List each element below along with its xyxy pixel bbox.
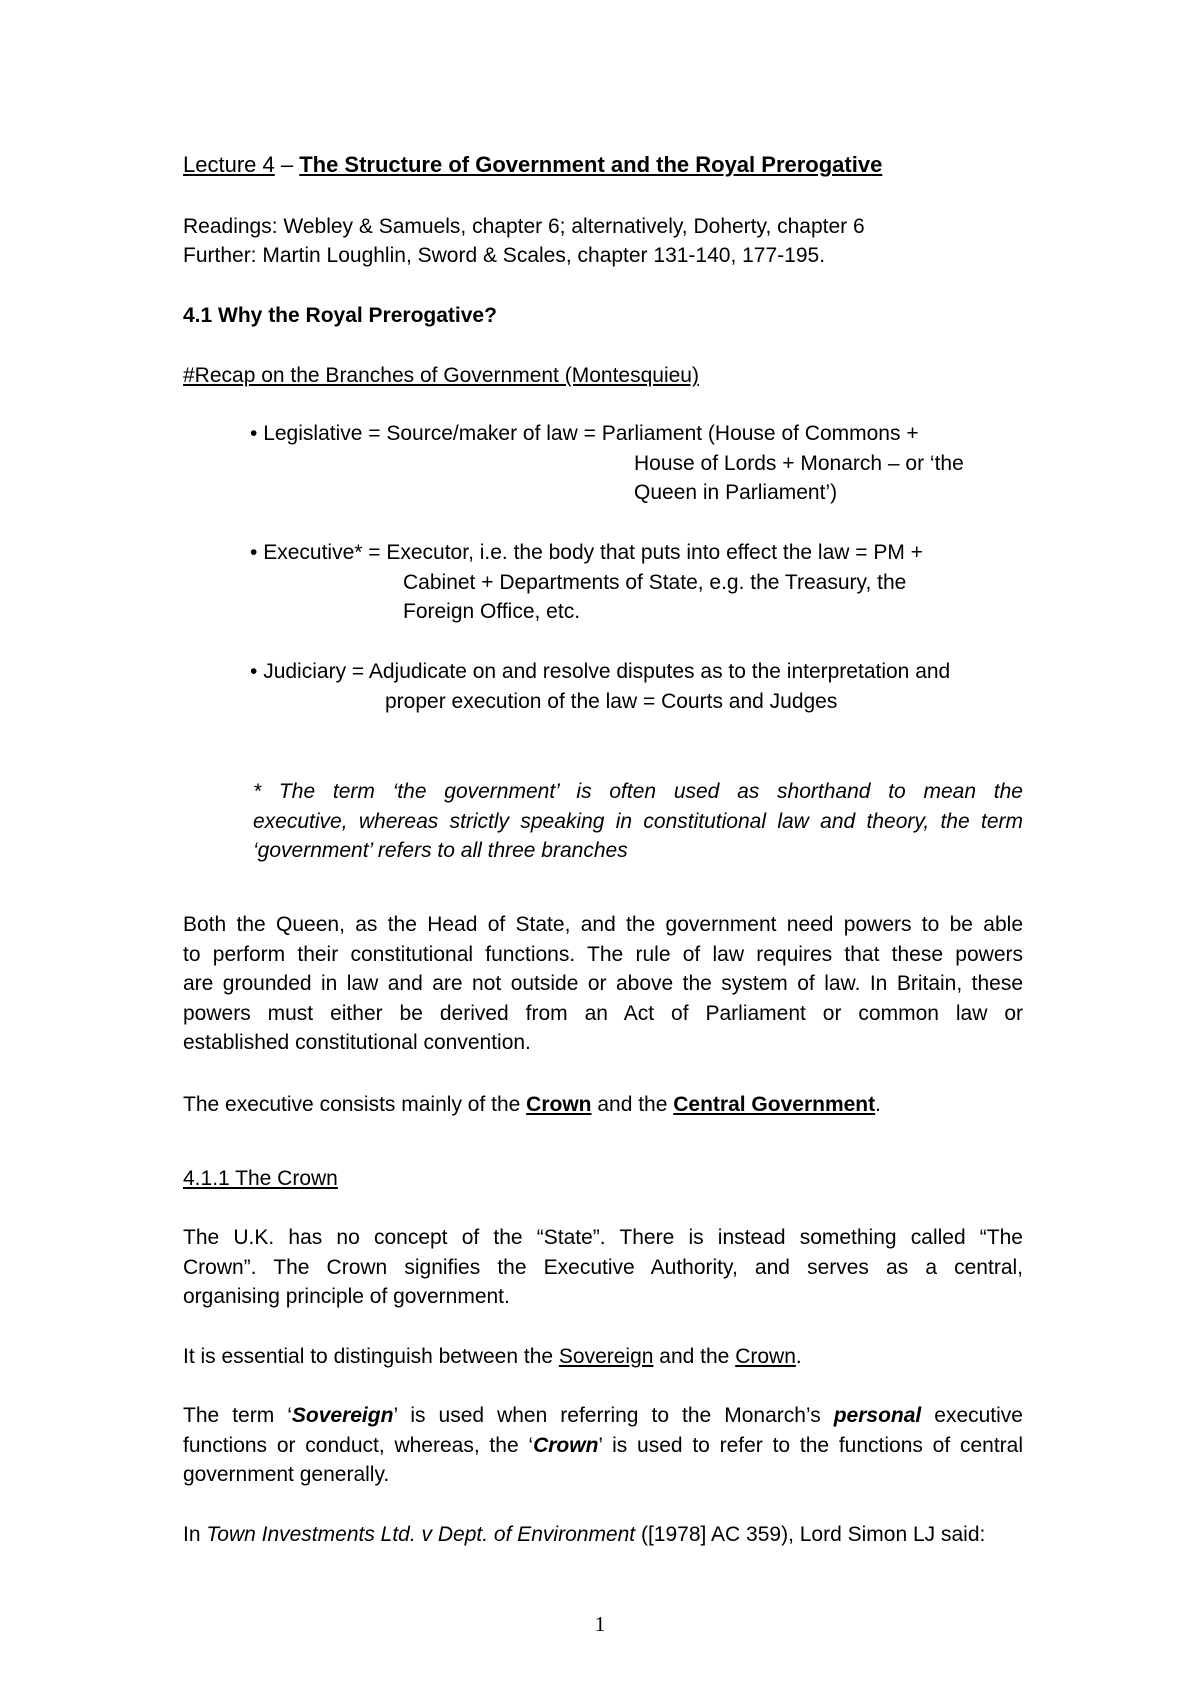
paragraph-powers (183, 910, 1023, 1058)
bullet-icon: • (250, 541, 258, 564)
uk-line-1: The U.K. has no concept of the “State”. There is instead something called “The (183, 1226, 1023, 1249)
legislative-line-3: Queen in Parliament’) (634, 481, 838, 504)
further-readings-line: Further: Martin Loughlin, Sword & Scales, chapter 131-140, 177-195. (183, 244, 826, 267)
bullet-judiciary (250, 657, 950, 686)
uk-line-2: Crown”. The Crown signifies the Executive Authority, and serves as a central, (183, 1255, 1023, 1279)
lecture-title: The Structure of Government and the Royal Prerogative (299, 152, 883, 177)
text-span: ([1978] AC 359), Lord Simon LJ said: (635, 1523, 986, 1546)
sovereign-emphasis: Sovereign (291, 1404, 394, 1427)
text-span: ’ is used to refer to the functions of central (598, 1433, 1023, 1457)
sovereign-term: Sovereign (558, 1345, 654, 1368)
term-line-1 (183, 1401, 1023, 1431)
bullet-icon: • (250, 422, 258, 445)
powers-line-4: powers must either be derived from an Act of Parliament or common law or (183, 1001, 1023, 1025)
bullet-icon: • (250, 660, 258, 683)
executive-line-1: Executive* = Executor, i.e. the body that puts into effect the law = PM + (263, 541, 923, 564)
text-span: The executive consists mainly of the (183, 1093, 527, 1116)
executive-line-2: Cabinet + Departments of State, e.g. the Treasury, the (403, 571, 907, 594)
page-title (183, 150, 882, 179)
title-dash: – (274, 152, 300, 177)
paragraph-uk-state (183, 1223, 1023, 1312)
paragraph-term-sovereign (183, 1401, 1023, 1490)
legislative-line-1: Legislative = Source/maker of law = Parliament (House of Commons + (263, 422, 919, 445)
recap-heading: #Recap on the Branches of Government (Montesquieu) (183, 364, 699, 387)
text-span: . (875, 1093, 881, 1116)
executive-line-3: Foreign Office, etc. (403, 600, 581, 623)
page-number: 1 (594, 1612, 606, 1636)
powers-line-2: to perform their constitutional functions. The rule of law requires that these powers (183, 942, 1023, 966)
text-span: The term ‘ (183, 1404, 292, 1427)
powers-line-1: Both the Queen, as the Head of State, and the government need powers to be able (183, 913, 1023, 936)
section-heading-4-1-1: 4.1.1 The Crown (183, 1167, 338, 1190)
text-span: functions or conduct, whereas, the ‘ (183, 1433, 534, 1457)
term-line-3: government generally. (183, 1463, 390, 1486)
footnote-government (253, 777, 1023, 866)
paragraph-executive-consists (183, 1090, 881, 1119)
legislative-line-2: House of Lords + Monarch – or ‘the (634, 452, 964, 475)
powers-line-3: are grounded in law and are not outside or above the system of law. In Britain, these (183, 972, 1023, 995)
text-span: and the (653, 1345, 736, 1368)
term-line-2 (183, 1431, 1023, 1461)
bullet-executive (250, 538, 923, 567)
crown-term: Crown (735, 1345, 796, 1368)
footnote-line-1: * The term ‘the government’ is often used as shorthand to mean the (253, 780, 1023, 803)
text-span: and the (591, 1093, 674, 1116)
paragraph-distinguish (183, 1342, 802, 1371)
readings-line: Readings: Webley & Samuels, chapter 6; alternatively, Doherty, chapter 6 (183, 215, 865, 238)
judiciary-line-2: proper execution of the law = Courts and Judges (385, 690, 838, 713)
personal-emphasis: personal (833, 1404, 922, 1427)
uk-line-3: organising principle of government. (183, 1285, 510, 1308)
judiciary-line-1: Judiciary = Adjudicate on and resolve disputes as to the interpretation and (263, 660, 951, 683)
lecture-label: Lecture 4 (183, 152, 275, 177)
crown-term: Crown (526, 1093, 592, 1116)
powers-line-5: established constitutional convention. (183, 1031, 531, 1054)
footnote-line-3: ‘government’ refers to all three branches (253, 839, 628, 862)
text-span: In (183, 1523, 207, 1546)
section-heading-4-1: 4.1 Why the Royal Prerogative? (183, 304, 497, 327)
paragraph-town-investments (183, 1520, 985, 1549)
bullet-legislative (250, 419, 919, 448)
crown-emphasis: Crown (533, 1433, 599, 1457)
text-span: It is essential to distinguish between the (183, 1345, 559, 1368)
case-name: Town Investments Ltd. v Dept. of Environment (206, 1523, 636, 1546)
text-span: . (795, 1345, 802, 1368)
text-span: ’ is used when referring to the Monarch’s (393, 1404, 834, 1427)
central-government-term: Central Government (673, 1093, 876, 1116)
footnote-line-2: executive, whereas strictly speaking in constitutional law and theory, the term (253, 809, 1023, 833)
text-span: executive (921, 1404, 1023, 1427)
